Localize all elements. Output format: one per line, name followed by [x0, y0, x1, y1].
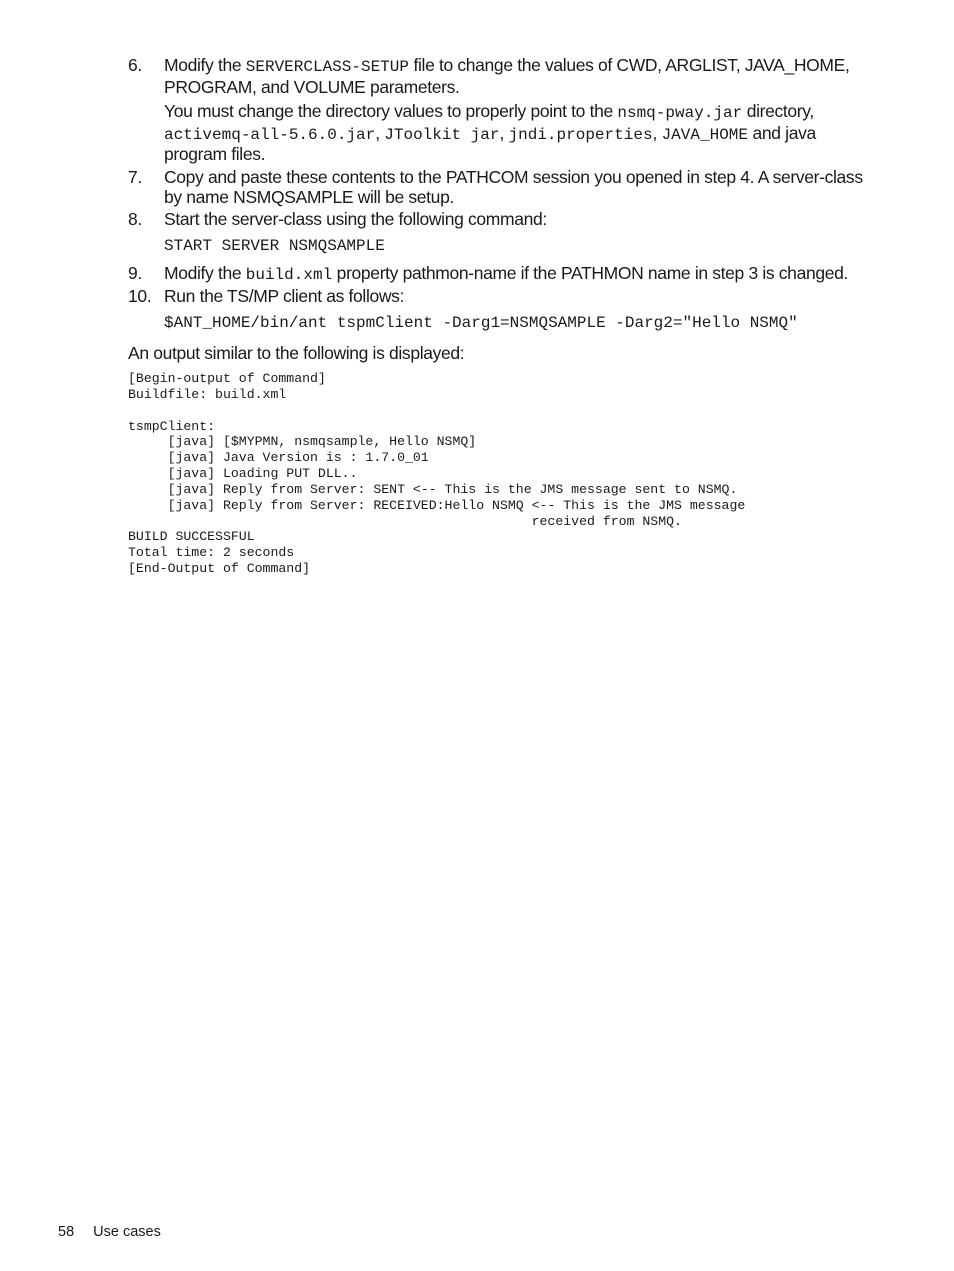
inline-code: jndi.properties	[508, 125, 653, 144]
step-number: 8.	[128, 209, 142, 229]
step-7	[128, 168, 873, 207]
inline-code: JToolkit jar	[384, 125, 500, 144]
inline-code: activemq-all-5.6.0.jar	[164, 125, 376, 144]
output-intro: An output similar to the following is displayed:	[128, 343, 465, 363]
step-6-note: You must change the directory values to properly point to the nsmq-pway.jar directory, activemq-all-5.6.0.jar, JToolkit jar, jndi.properties, JAVA_HOME and java program files.	[164, 101, 816, 164]
inline-code: nsmq-pway.jar	[617, 104, 743, 122]
step-text: Copy and paste these contents to the PATHCOM session you opened in step 4. A server-class by name NSMQSAMPLE will be setup.	[164, 167, 863, 207]
footer-section-title: Use cases	[93, 1224, 161, 1240]
step-8-command: START SERVER NSMQSAMPLE	[164, 237, 385, 255]
inline-code: JAVA_HOME	[661, 125, 748, 144]
step-10-command: $ANT_HOME/bin/ant tspmClient -Darg1=NSMQSAMPLE -Darg2="Hello NSMQ"	[164, 314, 798, 332]
inline-code: SERVERCLASS-SETUP	[245, 58, 409, 76]
page-footer	[58, 1223, 161, 1241]
step-text: Modify the build.xml property pathmon-name if the PATHMON name in step 3 is changed.	[164, 263, 848, 284]
page-number: 58	[58, 1224, 75, 1240]
inline-code: build.xml	[245, 266, 333, 284]
step-number: 10.	[128, 286, 152, 306]
step-text: Modify the SERVERCLASS-SETUP file to change the values of CWD, ARGLIST, JAVA_HOME, PROGRAM, and VOLUME parameters.	[164, 55, 850, 97]
step-10	[128, 287, 873, 307]
step-number: 7.	[128, 167, 142, 187]
step-text: Run the TS/MP client as follows:	[164, 286, 405, 306]
output-code-block: [Begin-output of Command] Buildfile: build.xml tsmpClient: [java] [$MYPMN, nsmqsample, Hello NSMQ] [java] Java Version is : 1.7.0_01 [java] Loading PUT DLL.. [java] Reply from Server: SENT <-- This is the JMS message sent to NSMQ. [java] Reply from Server: RECEIVED:Hello NSMQ <-- This is the JMS message received from NSMQ. BUILD SUCCESSFUL Total time: 2 seconds [End-Output of Command]	[128, 371, 746, 577]
step-8	[128, 210, 873, 230]
step-9	[128, 264, 873, 286]
step-text: Start the server-class using the following command:	[164, 209, 547, 229]
step-6	[128, 56, 873, 97]
step-number: 6.	[128, 55, 142, 75]
step-number: 9.	[128, 263, 142, 283]
